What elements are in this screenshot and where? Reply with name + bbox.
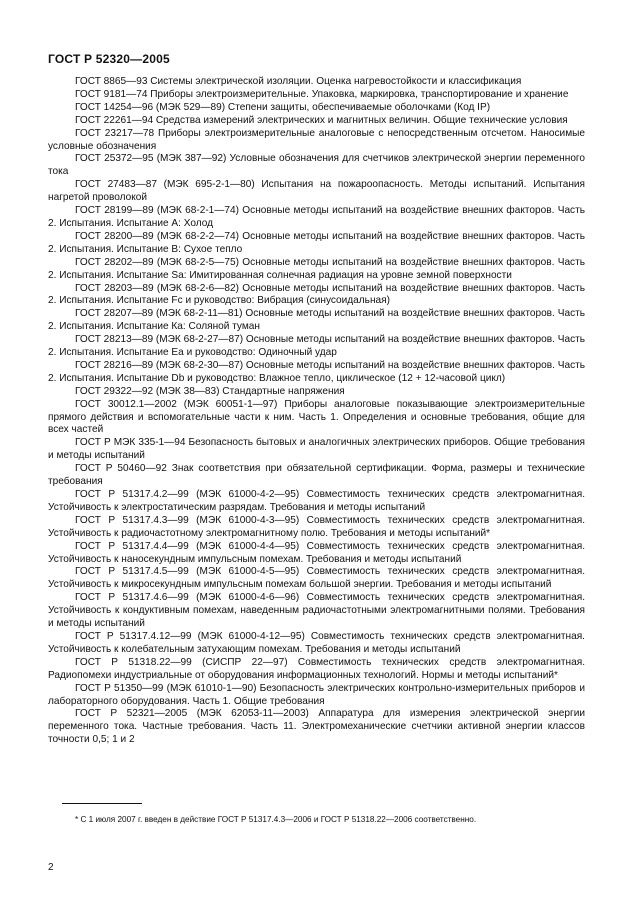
page-number: 2: [48, 862, 54, 873]
reference-entry: ГОСТ 28207—89 (МЭК 68-2-11—81) Основные методы испытаний на воздействие внешних факторов. Часть 2. Испытания. Испытание Ка: Соляной туман: [48, 308, 585, 333]
reference-entry: ГОСТ Р 51317.4.6—99 (МЭК 61000-4-6—96) Совместимость технических средств электромагнитная. Устойчивость к кондуктивным помехам, наведенным радиочастотными электромагнитными полями. Требования и методы испытаний: [48, 592, 585, 630]
reference-entry: ГОСТ Р 50460—92 Знак соответствия при обязательной сертификации. Форма, размеры и технические требования: [48, 463, 585, 488]
footnote-separator: [62, 803, 142, 804]
reference-entry: ГОСТ 28202—89 (МЭК 68-2-5—75) Основные методы испытаний на воздействие внешних факторов. Часть 2. Испытания. Испытание Sa: Имитированная солнечная радиация на уровне земной поверхности: [48, 256, 585, 281]
reference-entry: ГОСТ 28199—89 (МЭК 68-2-1—74) Основные методы испытаний на воздействие внешних факторов. Часть 2. Испытания. Испытание А: Холод: [48, 205, 585, 229]
reference-entry: ГОСТ Р 51318.22—99 (СИСПР 22—97) Совместимость технических средств электромагнитная. Радиопомехи индустриальные от оборудования информационных технологий. Нормы и методы испытаний*: [48, 656, 585, 681]
reference-entry: ГОСТ Р 51317.4.4—99 (МЭК 61000-4-4—95) Совместимость технических средств электромагнитная. Устойчивость к наносекундным импульсным помехам. Требования и методы испытаний: [48, 540, 585, 565]
reference-list: [48, 76, 585, 747]
footnote: * С 1 июля 2007 г. введен в действие ГОСТ Р 51317.4.3—2006 и ГОСТ Р 51318.22—2006 соответственно.: [75, 815, 477, 824]
reference-entry: ГОСТ 27483—87 (МЭК 695-2-1—80) Испытания на пожароопасность. Методы испытаний. Испытания нагретой проволокой: [48, 179, 585, 204]
reference-entry: ГОСТ Р 51317.4.12—99 (МЭК 61000-4-12—95) Совместимость технических средств электромагнитная. Устойчивость к колебательным затухающим помехам. Требования и методы испытаний: [48, 630, 585, 655]
reference-entry: ГОСТ 28203—89 (МЭК 68-2-6—82) Основные методы испытаний на воздействие внешних факторов. Часть 2. Испытания. Испытание Fc и руководство: Вибрация (синусоидальная): [48, 282, 585, 307]
reference-entry: ГОСТ 30012.1—2002 (МЭК 60051-1—97) Приборы аналоговые показывающие электроизмерительные прямого действия и вспомогательные части к ним. Часть 1. Определения и основные требования, общие для всех частей: [48, 398, 585, 436]
reference-entry: ГОСТ Р 51317.4.5—99 (МЭК 61000-4-5—95) Совместимость технических средств электромагнитная. Устойчивость к микросекундным импульсным помехам большой энергии. Требования и методы испытаний: [48, 566, 585, 591]
reference-entry: ГОСТ 9181—74 Приборы электроизмерительные. Упаковка, маркировка, транспортирование и хранение: [75, 88, 569, 100]
reference-entry: ГОСТ Р 51350—99 (МЭК 61010-1—90) Безопасность электрических контрольно-измерительных приборов и лабораторного оборудования. Часть 1. Общие требования: [48, 682, 585, 707]
reference-entry: ГОСТ 28216—89 (МЭК 68-2-30—87) Основные методы испытаний на воздействие внешних факторов. Часть 2. Испытания. Испытание Db и руководство: Влажное тепло, циклическое (12 + 12-часовой цикл): [48, 359, 585, 384]
reference-entry: ГОСТ 23217—78 Приборы электроизмерительные аналоговые с непосредственным отсчетом. Наносимые условные обозначения: [48, 127, 585, 152]
running-header: ГОСТ Р 52320—2005: [48, 52, 170, 66]
reference-entry: ГОСТ 28213—89 (МЭК 68-2-27—87) Основные методы испытаний на воздействие внешних факторов. Часть 2. Испытания. Испытание Еа и руководство: Одиночный удар: [48, 334, 585, 359]
reference-entry: ГОСТ Р 52321—2005 (МЭК 62053-11—2003) Аппаратура для измерения электрической энергии переменного тока. Частные требования. Часть 11. Электромеханические счетчики активной энергии классов точности 0,5; 1 и 2: [48, 708, 585, 746]
reference-entry: ГОСТ Р МЭК 335-1—94 Безопасность бытовых и аналогичных электрических приборов. Общие требования и методы испытаний: [48, 437, 585, 462]
reference-entry: ГОСТ 8865—93 Системы электрической изоляции. Оценка нагревостойкости и классификация: [75, 76, 522, 87]
reference-entry: ГОСТ 29322—92 (МЭК 38—83) Стандартные напряжения: [75, 385, 345, 397]
reference-entry: ГОСТ 28200—89 (МЭК 68-2-2—74) Основные методы испытаний на воздействие внешних факторов. Часть 2. Испытания. Испытание В: Сухое тепло: [48, 230, 585, 255]
reference-entry: ГОСТ 22261—94 Средства измерений электрических и магнитных величин. Общие технические условия: [75, 114, 568, 126]
reference-entry: ГОСТ 25372—95 (МЭК 387—92) Условные обозначения для счетчиков электрической энергии переменного тока: [48, 153, 585, 178]
reference-entry: ГОСТ Р 51317.4.3—99 (МЭК 61000-4-3—95) Совместимость технических средств электромагнитная. Устойчивость к радиочастотному электромагнитному полю. Требования и методы испытаний*: [48, 514, 585, 539]
reference-entry: ГОСТ 14254—96 (МЭК 529—89) Степени защиты, обеспечиваемые оболочками (Код IP): [75, 101, 491, 113]
reference-entry: ГОСТ Р 51317.4.2—99 (МЭК 61000-4-2—95) Совместимость технических средств электромагнитная. Устойчивость к электростатическим разрядам. Требования и методы испытаний: [48, 489, 585, 513]
